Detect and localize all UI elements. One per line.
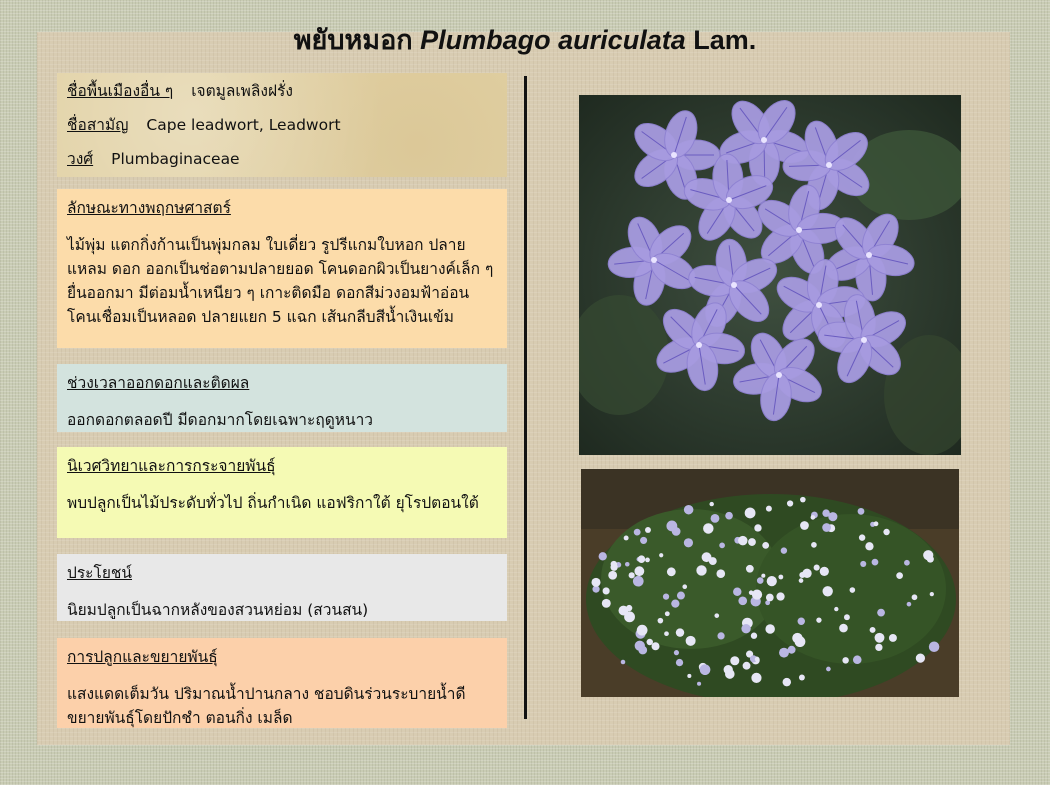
- shrub-bloom: [912, 594, 918, 600]
- shrub-bloom: [676, 628, 684, 636]
- shrub-bloom: [800, 521, 809, 530]
- shrub-bloom: [802, 569, 811, 578]
- shrub-bloom: [875, 644, 882, 651]
- shrub-bloom: [929, 642, 940, 653]
- shrub-bloom: [696, 565, 706, 575]
- shrub-bloom: [711, 514, 720, 523]
- shrub-bloom: [865, 542, 873, 550]
- shrub-bloom: [725, 512, 733, 520]
- shrub-bloom: [816, 617, 821, 622]
- shrub-bloom: [702, 552, 712, 562]
- shrub-bloom: [889, 634, 897, 642]
- shrub-bloom: [811, 515, 816, 520]
- botany-section: [57, 189, 507, 348]
- shrub-bloom: [733, 588, 741, 596]
- flower-cluster-illustration: [579, 95, 961, 455]
- shrub-bloom: [645, 557, 650, 562]
- shrub-bloom: [700, 664, 711, 675]
- shrub-bloom: [664, 631, 669, 636]
- shrub-bloom: [624, 535, 629, 540]
- shrub-bloom: [872, 559, 879, 566]
- shrub-bloom: [717, 632, 724, 639]
- shrub-bloom: [682, 584, 687, 589]
- growing-section: [57, 638, 507, 728]
- shrub-bloom: [634, 566, 644, 576]
- shrub-bloom: [853, 655, 862, 664]
- uses-section: [57, 554, 507, 621]
- local-name-row: [67, 79, 497, 113]
- thai-name: พยับหมอก: [293, 25, 413, 55]
- shrub-bloom: [652, 642, 660, 650]
- shrub-bloom: [904, 560, 910, 566]
- shrub-bloom: [697, 682, 701, 686]
- shrub-bloom: [745, 508, 756, 519]
- shrub-bloom: [826, 667, 831, 672]
- shrub-bloom: [757, 577, 764, 584]
- shrub-bloom: [703, 523, 713, 533]
- shrub-bloom: [779, 648, 789, 658]
- shrub-bloom: [798, 618, 805, 625]
- shrub-bloom: [663, 594, 669, 600]
- shrub-bloom: [637, 625, 648, 636]
- shrub-bloom: [676, 659, 683, 666]
- ecology-section: [57, 447, 507, 538]
- shrub-bloom: [671, 599, 679, 607]
- growing-text: แสงแดดเต็มวัน ปริมาณน้ำปานกลาง ชอบดินร่วนระบายน้ำดี ขยายพันธุ์โดยปักชำ ตอนกิ่ง เมล็ด: [67, 685, 466, 727]
- family-label: วงศ์: [67, 150, 94, 168]
- shrub-bloom: [743, 662, 751, 670]
- shrub-bloom: [751, 673, 761, 683]
- shrub-bloom: [621, 660, 626, 665]
- shrub-bloom: [602, 599, 611, 608]
- shrub-bloom: [850, 587, 856, 593]
- shrub-bloom: [874, 521, 879, 526]
- shrub-bloom: [633, 576, 644, 587]
- shrub-bloom: [677, 592, 685, 600]
- shrub-bloom: [687, 674, 691, 678]
- shrub-bloom: [858, 508, 865, 515]
- local-name-value: เจตมูลเพลิงฝรั่ง: [191, 82, 293, 100]
- scientific-name: Plumbago auriculata: [420, 25, 686, 55]
- shrub-bloom: [788, 646, 796, 654]
- bloom-section: [57, 364, 507, 432]
- shrub-bloom: [822, 523, 831, 532]
- shrub-bloom: [611, 561, 617, 567]
- shrub-bloom: [834, 607, 838, 611]
- shrub-bloom: [667, 567, 676, 576]
- shrub-bloom: [684, 538, 693, 547]
- shrub-bloom: [799, 578, 804, 583]
- family-row: [67, 147, 497, 181]
- shrub-bloom: [638, 646, 647, 655]
- shrub-bloom: [640, 537, 647, 544]
- local-name-label: ชื่อพื้นเมืองอื่น ๆ: [67, 82, 174, 100]
- shrub-bloom: [875, 633, 885, 643]
- shrub-bloom: [842, 657, 848, 663]
- shrub-bloom: [724, 665, 733, 674]
- shrub-bloom: [877, 609, 885, 617]
- shrub-photo: [581, 469, 959, 697]
- shrub-bloom: [792, 633, 802, 643]
- ecology-text: พบปลูกเป็นไม้ประดับทั่วไป ถิ่นกำเนิด แอฟริกาใต้ ยุโรปตอนใต้: [67, 494, 479, 512]
- shrub-bloom: [674, 650, 679, 655]
- uses-heading: ประโยชน์: [67, 564, 133, 582]
- uses-text: นิยมปลูกเป็นฉากหลังของสวนหย่อม (สวนสน): [67, 601, 369, 619]
- shrub-bloom: [870, 627, 876, 633]
- shrub-bloom: [634, 529, 641, 536]
- shrub-bloom: [761, 574, 765, 578]
- shrub-bloom: [923, 550, 933, 560]
- family-value: Plumbaginaceae: [111, 150, 240, 168]
- shrub-bloom: [752, 589, 762, 599]
- shrub-bloom: [823, 586, 833, 596]
- shrub-bloom: [799, 675, 805, 681]
- shrub-bloom: [800, 497, 806, 503]
- shrub-bloom: [591, 578, 600, 587]
- shrub-bloom: [741, 624, 750, 633]
- shrub-bloom: [776, 592, 784, 600]
- shrub-bloom: [930, 592, 934, 596]
- shrub-bloom: [820, 567, 829, 576]
- shrub-bloom: [916, 654, 925, 663]
- shrub-bloom: [766, 594, 774, 602]
- growing-heading: การปลูกและขยายพันธุ์: [67, 648, 218, 666]
- shrub-bloom: [714, 613, 719, 618]
- bloom-heading: ช่วงเวลาออกดอกและติดผล: [67, 374, 250, 392]
- shrub-bloom: [811, 542, 817, 548]
- shrub-bloom: [778, 575, 783, 580]
- shrub-bloom: [748, 538, 756, 546]
- shrub-bloom: [859, 534, 865, 540]
- shrub-bloom: [730, 656, 739, 665]
- shrub-bloom: [765, 624, 775, 634]
- page-title: [0, 18, 1050, 61]
- botany-heading: ลักษณะทางพฤกษศาสตร์: [67, 199, 231, 217]
- shrub-bloom: [738, 596, 747, 605]
- shrub-bloom: [839, 624, 848, 633]
- shrub-bloom: [719, 543, 725, 549]
- shrub-bloom: [844, 614, 850, 620]
- common-name-value: Cape leadwort, Leadwort: [146, 116, 341, 134]
- shrub-bloom: [659, 553, 663, 557]
- author-abbrev: Lam.: [693, 25, 757, 55]
- shrub-bloom: [629, 572, 635, 578]
- shrub-bloom: [645, 527, 651, 533]
- shrub-bloom: [751, 633, 757, 639]
- shrub-illustration: [581, 469, 959, 697]
- names-panel: [57, 73, 507, 177]
- shrub-bloom: [883, 529, 889, 535]
- shrub-bloom: [755, 657, 760, 662]
- bloom-text: ออกดอกตลอดปี มีดอกมากโดยเฉพาะฤดูหนาว: [67, 411, 373, 429]
- shrub-bloom: [896, 572, 903, 579]
- shrub-bloom: [781, 547, 787, 553]
- shrub-bloom: [684, 505, 694, 515]
- shrub-bloom: [686, 636, 696, 646]
- shrub-bloom: [658, 618, 664, 624]
- column-divider: [524, 76, 527, 719]
- shrub-bloom: [828, 512, 837, 521]
- shrub-bloom: [638, 555, 646, 563]
- shrub-bloom: [762, 542, 769, 549]
- botany-text: ไม้พุ่ม แตกกิ่งก้านเป็นพุ่มกลม ใบเดี่ยว รูปรีแกมใบหอก ปลายแหลม ดอก ออกเป็นช่อตามปลายยอด โคนดอกผิวเป็นยางค์เล็ก ๆ ยื่นออกมา มีต่อมน้ำเหนียว ๆ เกาะติดมือ ดอกสีม่วงอมฟ้าอ่อน โคนเชื่อมเป็นหลอด ปลายแยก 5 แฉก เส้นกลีบสีน้ำเงินเข้ม: [67, 236, 494, 326]
- shrub-bloom: [783, 678, 791, 686]
- ecology-heading: นิเวศวิทยาและการกระจายพันธุ์: [67, 457, 276, 475]
- shrub-bloom: [746, 565, 754, 573]
- shrub-bloom: [625, 562, 630, 567]
- shrub-bloom: [603, 587, 610, 594]
- shrub-bloom: [716, 569, 725, 578]
- shrub-bloom: [624, 611, 635, 622]
- shrub-bloom: [665, 611, 670, 616]
- shrub-bloom: [647, 639, 653, 645]
- common-name-row: [67, 113, 497, 147]
- shrub-bloom: [787, 500, 793, 506]
- shrub-bloom: [766, 506, 772, 512]
- shrub-bloom: [907, 602, 912, 607]
- common-name-label: ชื่อสามัญ: [67, 116, 129, 134]
- shrub-bloom: [814, 565, 820, 571]
- shrub-bloom: [666, 521, 677, 532]
- flower-closeup-photo: [579, 95, 961, 455]
- shrub-bloom: [860, 561, 866, 567]
- shrub-bloom: [767, 576, 777, 586]
- shrub-bloom: [608, 571, 617, 580]
- shrub-bloom: [709, 502, 713, 506]
- shrub-bloom: [754, 524, 761, 531]
- shrub-bloom: [738, 536, 747, 545]
- shrub-bloom: [599, 552, 607, 560]
